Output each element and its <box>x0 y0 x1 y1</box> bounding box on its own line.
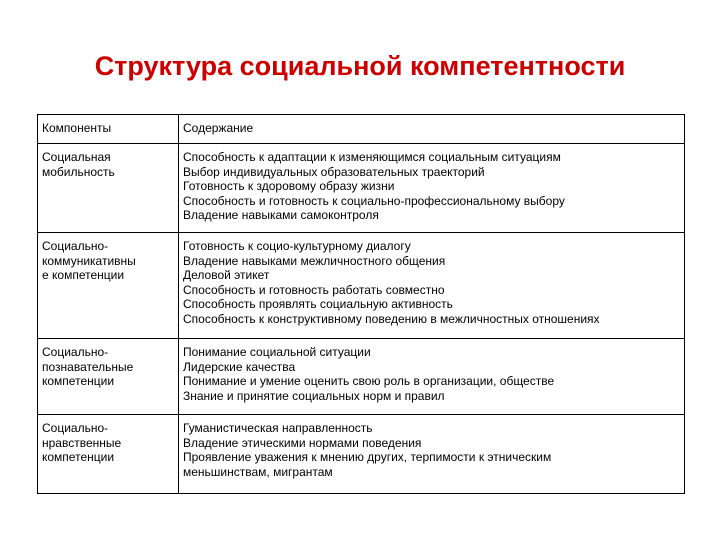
content-line: Готовность к здоровому образу жизни <box>183 179 395 193</box>
content-line: Способность и готовность к социально-профессиональному выбору <box>183 193 565 208</box>
column-header-components: Компоненты <box>38 115 179 144</box>
content-line: Выбор индивидуальных образовательных траекторий <box>183 164 485 179</box>
content-line: Способность и готовность работать совместно <box>183 282 445 297</box>
content-line: Способность проявлять социальную активность <box>183 297 453 311</box>
content-line: Понимание и умение оценить свою роль в организации, обществе <box>183 374 555 388</box>
component-line: Социально- <box>42 421 109 435</box>
content-line: Гуманистическая направленность <box>183 421 373 435</box>
content-line: меньшинствам, мигрантам <box>183 464 333 479</box>
content-line: Владение навыками самоконтроля <box>183 208 379 222</box>
component-line: е компетенции <box>42 268 125 282</box>
content-line: Лидерские качества <box>183 359 296 374</box>
component-cell <box>38 233 179 339</box>
content-line: Знание и принятие социальных норм и правил <box>183 388 445 403</box>
content-cell <box>179 415 685 494</box>
content-line: Понимание социальной ситуации <box>183 345 371 359</box>
content-line: Готовность к социо-культурному диалогу <box>183 239 411 253</box>
table-header-row <box>38 115 685 144</box>
component-line: Социально- <box>42 345 109 359</box>
component-line: мобильность <box>42 164 115 179</box>
component-line: Социально- <box>42 239 109 253</box>
content-line: Владение навыками межличностного общения <box>183 253 446 268</box>
component-cell <box>38 415 179 494</box>
component-line: компетенции <box>42 450 115 464</box>
component-line: Социальная <box>42 150 111 164</box>
component-line: нравственные <box>42 435 122 450</box>
content-cell <box>179 233 685 339</box>
content-line: Способность к адаптации к изменяющимся социальным ситуациям <box>183 150 561 164</box>
table-row <box>38 233 685 339</box>
column-header-content: Содержание <box>179 115 685 144</box>
content-line: Владение этическими нормами поведения <box>183 435 422 450</box>
competence-table <box>37 114 685 494</box>
component-line: компетенции <box>42 374 115 388</box>
table-row <box>38 144 685 233</box>
content-line: Проявление уважения к мнению других, терпимости к этническим <box>183 450 552 464</box>
content-cell <box>179 339 685 415</box>
table-row <box>38 415 685 494</box>
component-line: познавательные <box>42 359 134 374</box>
component-line: коммуникативны <box>42 253 136 268</box>
content-line: Деловой этикет <box>183 268 270 282</box>
component-cell <box>38 144 179 233</box>
component-cell <box>38 339 179 415</box>
page-title: Структура социальной компетентности <box>94 51 626 81</box>
content-cell <box>179 144 685 233</box>
table-row <box>38 339 685 415</box>
content-line: Способность к конструктивному поведению в межличностных отношениях <box>183 311 600 326</box>
